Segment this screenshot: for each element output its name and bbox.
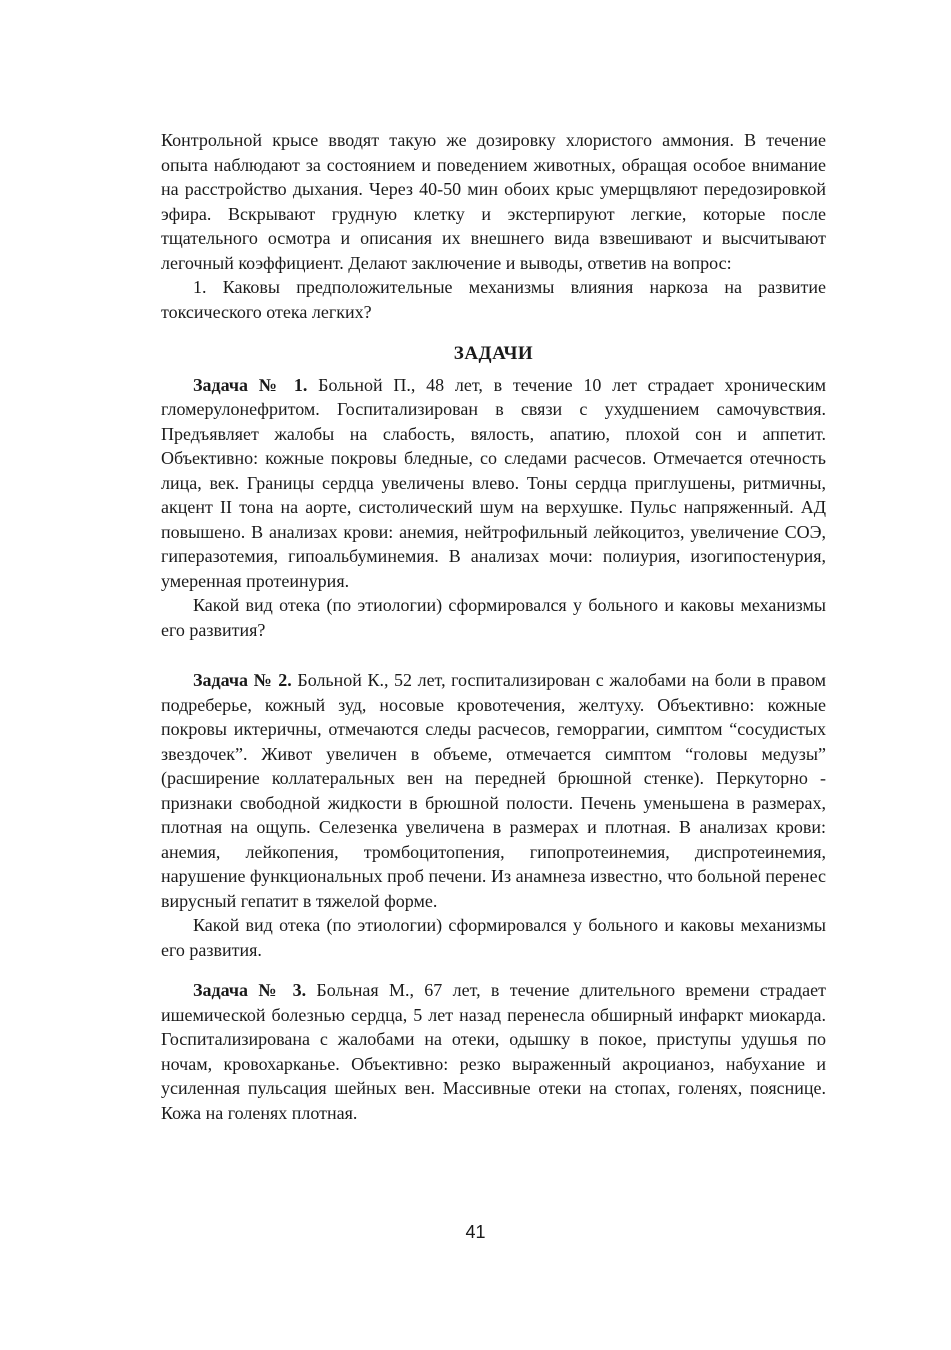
task-1-text: Больной П., 48 лет, в течение 10 лет страдает хроническим гломерулонефритом. Госпитализирован в связи с ухудшением самочувствия. Предъявляет жалобы на слабость, вялость, апатию, плохой сон и аппетит. Объективно: кожные покровы бледные, со следами расчесов. Отмечается отечность лица, век. Границы сердца увеличены влево. Тоны сердца приглушены, ритмичны, акцент II тона на аорте, систолический шум на верхушке. Пульс напряженный. АД повышено. В анализах крови: анемия, нейтрофильный лейкоцитоз, увеличение СОЭ, гиперазотемия, гипоальбуминемия. В анализах мочи: полиурия, изогипостенурия, умеренная протеинурия. <box>161 374 827 591</box>
task-3-label: Задача № 3. <box>193 980 307 1000</box>
spacer <box>161 642 826 668</box>
document-page <box>161 128 826 1125</box>
task-2-question: Какой вид отека (по этиологии) сформировался у больного и каковы механизмы его развития. <box>161 915 826 960</box>
page-number: 41 <box>465 1222 486 1242</box>
task-3-text: Больная М., 67 лет, в течение длительного времени страдает ишемической болезнью сердца, 5 лет назад перенесла обширный инфаркт миокарда. Госпитализирована с жалобами на отеки, одышку в покое, приступы удушья по ночам, кровохарканье. Объективно: резко выраженный акроцианоз, набухание и усиленная пульсация шейных вен. Массивные отеки на стопах, голенях, пояснице. Кожа на голенях плотная. <box>161 980 826 1123</box>
task-1-question: Какой вид отека (по этиологии) сформировался у больного и каковы механизмы его развития? <box>161 595 826 640</box>
task-3 <box>161 978 826 1125</box>
section-heading: ЗАДАЧИ <box>453 343 534 364</box>
task-1 <box>161 373 826 594</box>
spacer <box>161 962 826 978</box>
task-2-label: Задача № 2. <box>193 670 292 690</box>
task-2 <box>161 668 826 913</box>
intro-question: 1. Каковы предположительные механизмы влияния наркоза на развитие токсического отека легких? <box>161 277 826 322</box>
intro-paragraph: Контрольной крысе вводят такую же дозировку хлористого аммония. В течение опыта наблюдают за состоянием и поведением животных, обращая особое внимание на расстройство дыхания. Через 40-50 мин обоих крыс умерщвляют передозировкой эфира. Вскрывают грудную клетку и экстерпируют легкие, которые после тщательного осмотра и описания их внешнего вида взвешивают и высчитывают легочный коэффициент. Делают заключение и выводы, ответив на вопрос: <box>161 130 826 273</box>
task-2-text: Больной К., 52 лет, госпитализирован с жалобами на боли в правом подреберье, кожный зуд, носовые кровотечения, желтуху. Объективно: кожные покровы иктеричны, отмечаются следы расчесов, геморрагии, симптом “сосудистых звездочек”. Живот увеличен в объеме, отмечается симптом “головы медузы” (расширение коллатеральных вен на передней брюшной стенке). Перкуторно - признаки свободной жидкости в брюшной полости. Печень уменьшена в размерах, плотная на ощупь. Селезенка увеличена в размерах и плотная. В анализах крови: анемия, лейкопения, тромбоцитопения, гипопротеинемия, диспротеинемия, нарушение функциональных проб печени. Из анамнеза известно, что больной перенес вирусный гепатит в тяжелой форме. <box>161 670 826 911</box>
task-1-label: Задача № 1. <box>193 374 308 395</box>
